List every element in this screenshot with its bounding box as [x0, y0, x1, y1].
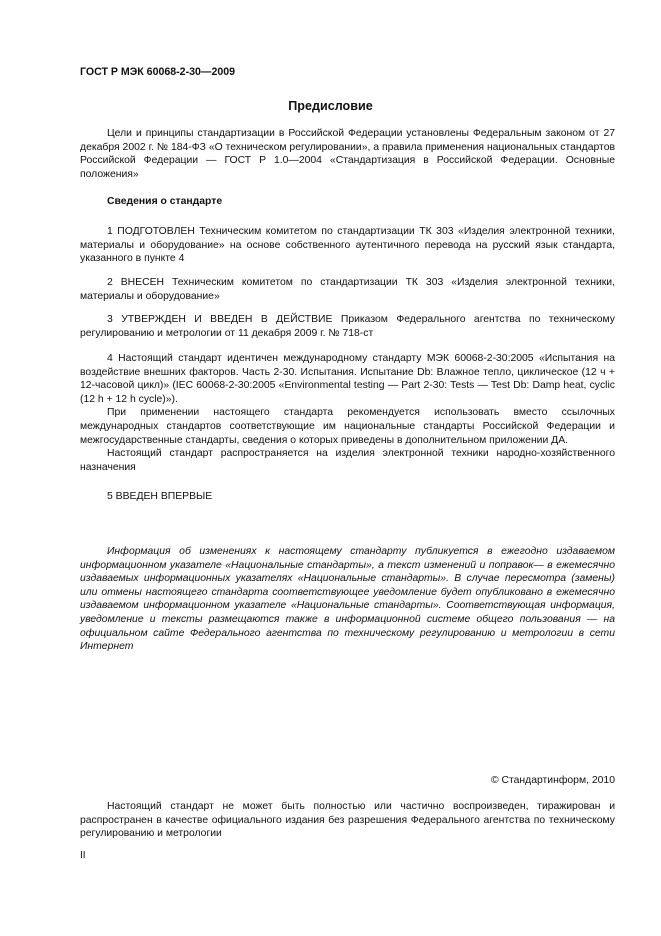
item-1-text: 1 ПОДГОТОВЛЕН Техническим комитетом по стандартизации ТК 303 «Изделия электронной техники, материалы и оборудование» на основе собственного аутентичного перевода на русский язык стандарта, указанного в пункте 4 — [80, 226, 615, 265]
section-subheading: Сведения о стандарте — [107, 196, 223, 207]
item-2 — [80, 276, 615, 303]
page-number: II — [80, 850, 86, 861]
item-3 — [80, 313, 615, 340]
item-4-references-text: При применении настоящего стандарта рекомендуется использовать вместо ссылочных международных стандартов соответствующие им национальные стандарты Российской Федерации и межгосударственные стандарты, сведения о которых приведены в дополнительном приложении ДА. — [80, 407, 615, 446]
rights-notice-text: Настоящий стандарт не может быть полностью или частично воспроизведен, тиражирован и распространен в качестве официального издания без разрешения Федерального агентства по техническому регулированию и метрологии — [80, 801, 615, 840]
item-3-text: 3 УТВЕРЖДЕН И ВВЕДЕН В ДЕЙСТВИЕ Приказом Федерального агентства по техническому регулированию и метрологии от 11 декабря 2009 г. № 718-ст — [80, 314, 615, 339]
item-2-text: 2 ВНЕСЕН Техническим комитетом по стандартизации ТК 303 «Изделия электронной техники, материалы и оборудование» — [80, 277, 615, 302]
item-4 — [80, 352, 615, 474]
changes-notice-text: Информация об изменениях к настоящему стандарту публикуется в ежегодно издаваемом информационном указателе «Национальные стандарты», а текст изменений и поправок— в ежемесячно издаваемых информационных указателях «Национальные стандарты». В случае пересмотра (замены) или отмены настоящего стандарта соответствующее уведомление будет опубликовано в ежемесячно издаваемом информационном указателе «Национальные стандарты». Соответствующая информация, уведомление и тексты размещаются также в информационной системе общего пользования — на официальном сайте Федерального агентства по техническому регулированию и метрологии в сети Интернет — [80, 546, 615, 653]
rights-notice — [80, 800, 615, 841]
item-4-text: 4 Настоящий стандарт идентичен международному стандарту МЭК 60068-2-30:2005 «Испытания на воздействие внешних факторов. Часть 2-30. Испытания. Испытание Db: Влажное тепло, циклическое (12 ч + 12-часовой цикл)» (IEC 60068-2-30:2005 «Environmental testing — Part 2-30: Tests — Test Db: Damp heat, cyclic (12 h + 12 h cycle)»). — [80, 353, 615, 405]
intro-section — [80, 127, 615, 181]
item-4-scope-text: Настоящий стандарт распространяется на изделия электронной техники народно-хозяйственного назначения — [80, 448, 615, 473]
item-5 — [80, 490, 615, 504]
changes-notice — [80, 545, 615, 654]
page-title: Предисловие — [288, 99, 373, 113]
document-header: ГОСТ Р МЭК 60068-2-30—2009 — [80, 66, 236, 78]
item-1 — [80, 225, 615, 266]
copyright: © Стандартинформ, 2010 — [490, 775, 615, 786]
item-5-text: 5 ВВЕДЕН ВПЕРВЫЕ — [107, 491, 213, 502]
intro-paragraph: Цели и принципы стандартизации в Российской Федерации установлены Федеральным законом от 27 декабря 2002 г. № 184-ФЗ «О техническом регулировании», а правила применения национальных стандартов Российской Федерации — ГОСТ Р 1.0—2004 «Стандартизация в Российской Федерации. Основные положения» — [80, 128, 615, 180]
